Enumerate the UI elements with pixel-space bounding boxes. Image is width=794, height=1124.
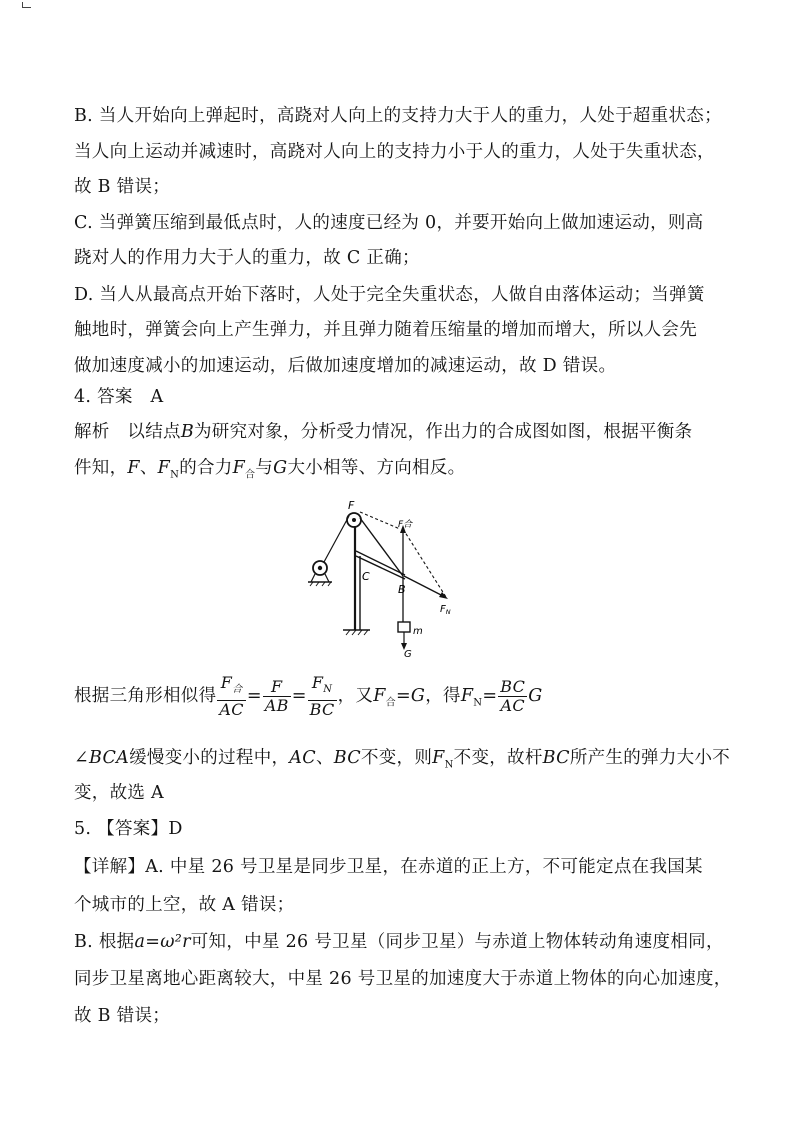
q4-analysis-label: 解析 <box>74 422 110 442</box>
q3-option-d-line-2: 触地时，弹簧会向上产生弹力，并且弹力随着压缩量的增加而增大，所以人会先 <box>74 320 697 340</box>
label-m: m <box>413 626 423 637</box>
label-fn: $F_N$ <box>440 604 451 616</box>
q3-option-d-line-1: D. 当人从最高点开始下落时，人处于完全失重状态，人做自由落体运动；当弹簧 <box>74 285 705 305</box>
q3-option-b-line-1: B. 当人开始向上弹起时，高跷对人向上的支持力大于人的重力，人处于超重状态； <box>74 106 722 126</box>
formula: a=ω²r <box>134 932 191 952</box>
q3-option-c-line-2: 跷对人的作用力大于人的重力，故 C 正确； <box>74 248 420 268</box>
q4-conclusion-line-1: ∠BCA缓慢变小的过程中，AC、BC不变，则$F_N$不变，故杆BC所产生的弹力大小不 <box>74 748 731 771</box>
q3-option-b-line-3: 故 B 错误； <box>74 177 171 197</box>
q4-equation: 根据三角形相似得 $\frac{F_合}{AC}$ = $\frac{F}{AB}$ = $\frac{F_N}{BC}$ ，又$F_合=G$，得$F_N=$ $\frac{BC}{AC}$ G <box>74 673 543 719</box>
q4-analysis-line-2: 件知，F、$F_N$的合力$F_合$与G大小相等、方向相反。 <box>74 458 466 481</box>
force-diagram <box>300 496 480 660</box>
frac-fn-bc: $\frac{F_N}{BC}$ <box>309 673 335 719</box>
label-c: C <box>362 570 370 583</box>
q3-option-b-line-2: 当人向上运动并减速时，高跷对人向上的支持力小于人的重力，人处于失重状态， <box>74 142 715 162</box>
q4-conclusion-line-2: 变，故选 A <box>74 783 165 803</box>
label-f: F <box>348 499 355 512</box>
scan-corner-mark <box>22 2 31 8</box>
q5-answer: 5. 【答案】D <box>74 819 183 839</box>
q5-detail-line-4: 同步卫星离地心距离较大，中星 26 号卫星的加速度大于赤道上物体的向心加速度， <box>74 969 732 989</box>
node-b: B <box>180 422 194 442</box>
label-g: G <box>404 649 412 660</box>
q5-detail-line-3: B. 根据a=ω²r可知，中星 26 号卫星（同步卫星）与赤道上物体转动角速度相同， <box>74 932 724 952</box>
q5-detail-line-1: 【详解】A. 中星 26 号卫星是同步卫星，在赤道的正上方，不可能定点在我国某 <box>74 857 703 877</box>
q4-analysis-line-1: 解析 以结点B为研究对象，分析受力情况，作出力的合成图如图，根据平衡条 <box>74 422 693 442</box>
frac-f-ab: $\frac{F}{AB}$ <box>264 677 289 715</box>
q3-option-c-line-1: C. 当弹簧压缩到最低点时，人的速度已经为 0，并要开始向上做加速运动，则高 <box>74 213 704 233</box>
frac-bc-ac: $\frac{BC}{AC}$ <box>500 677 526 715</box>
q5-detail-line-2: 个城市的上空，故 A 错误； <box>74 895 295 915</box>
label-b: B <box>398 583 406 596</box>
q3-option-d-line-3: 做加速度减小的加速运动，后做加速度增加的减速运动，故 D 错误。 <box>74 356 617 376</box>
q5-detail-line-5: 故 B 错误； <box>74 1006 171 1026</box>
frac-fhe-ac: $\frac{F_合}{AC}$ <box>219 673 244 719</box>
q4-answer: 4. 答案 A <box>74 387 164 407</box>
rope-winch <box>324 516 349 562</box>
label-fhe: F合 <box>398 520 413 530</box>
mass-block <box>398 622 410 632</box>
